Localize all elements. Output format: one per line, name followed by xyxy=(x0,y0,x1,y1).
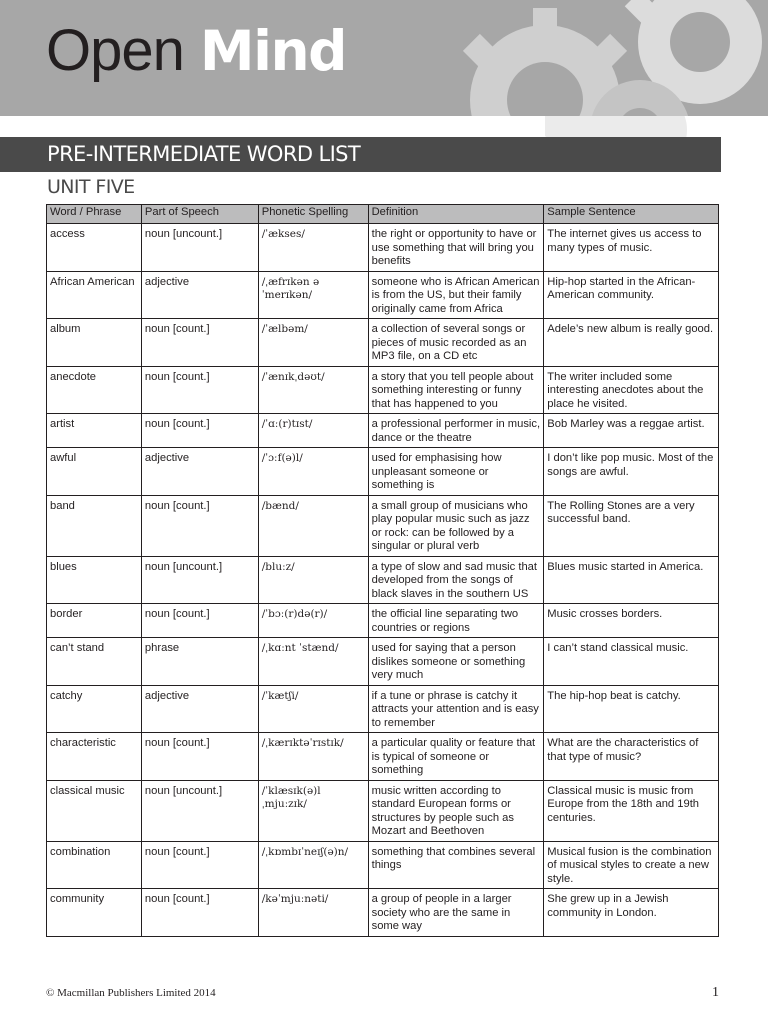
brand-logo xyxy=(46,18,346,83)
definition-cell: music written according to standard European forms or structures by people such as Mozart and Beethoven xyxy=(368,780,544,841)
table-row xyxy=(47,271,719,319)
part-of-speech-cell: noun [count.] xyxy=(141,366,258,414)
sample-sentence-cell: Adele’s new album is really good. xyxy=(544,319,719,367)
word-cell: band xyxy=(47,495,142,556)
table-row xyxy=(47,366,719,414)
word-cell: artist xyxy=(47,414,142,448)
table-row xyxy=(47,224,719,272)
definition-cell: used for saying that a person dislikes someone or something very much xyxy=(368,638,544,686)
phonetic-cell: /ˈkætʃi/ xyxy=(258,685,368,733)
definition-cell: a collection of several songs or pieces of music recorded as an MP3 file, on a CD etc xyxy=(368,319,544,367)
column-header: Definition xyxy=(368,205,544,224)
phonetic-cell: /ˌkɑːnt ˈstænd/ xyxy=(258,638,368,686)
part-of-speech-cell: noun [count.] xyxy=(141,495,258,556)
part-of-speech-cell: noun [uncount.] xyxy=(141,224,258,272)
column-header: Sample Sentence xyxy=(544,205,719,224)
word-table xyxy=(46,204,719,937)
table-row xyxy=(47,889,719,937)
phonetic-cell: /ˈækses/ xyxy=(258,224,368,272)
definition-cell: if a tune or phrase is catchy it attracts your attention and is easy to remember xyxy=(368,685,544,733)
word-cell: anecdote xyxy=(47,366,142,414)
sample-sentence-cell: Music crosses borders. xyxy=(544,604,719,638)
table-row xyxy=(47,780,719,841)
word-cell: classical music xyxy=(47,780,142,841)
sample-sentence-cell: The Rolling Stones are a very successful band. xyxy=(544,495,719,556)
phonetic-cell: /ˈælbəm/ xyxy=(258,319,368,367)
table-row xyxy=(47,685,719,733)
column-header: Phonetic Spelling xyxy=(258,205,368,224)
sample-sentence-cell: Hip-hop started in the African-American community. xyxy=(544,271,719,319)
phonetic-cell: /ˈænɪkˌdəʊt/ xyxy=(258,366,368,414)
phonetic-cell: /ˌæfrɪkən əˈmerɪkən/ xyxy=(258,271,368,319)
part-of-speech-cell: noun [count.] xyxy=(141,841,258,889)
title-bar xyxy=(0,137,721,172)
sample-sentence-cell: The hip-hop beat is catchy. xyxy=(544,685,719,733)
sample-sentence-cell: She grew up in a Jewish community in London. xyxy=(544,889,719,937)
part-of-speech-cell: noun [count.] xyxy=(141,414,258,448)
table-row xyxy=(47,733,719,781)
definition-cell: a small group of musicians who play popular music such as jazz or rock: can be followed by a singular or plural verb xyxy=(368,495,544,556)
word-cell: combination xyxy=(47,841,142,889)
part-of-speech-cell: noun [uncount.] xyxy=(141,780,258,841)
sample-sentence-cell: Blues music started in America. xyxy=(544,556,719,604)
definition-cell: the official line separating two countries or regions xyxy=(368,604,544,638)
table-row xyxy=(47,495,719,556)
phonetic-cell: /ˈklæsɪk(ə)l ˌmjuːzɪk/ xyxy=(258,780,368,841)
brand-open: Open xyxy=(46,18,184,83)
sample-sentence-cell: What are the characteristics of that type of music? xyxy=(544,733,719,781)
definition-cell: a type of slow and sad music that developed from the songs of black slaves in the southern US xyxy=(368,556,544,604)
unit-heading: UNIT FIVE xyxy=(47,176,135,198)
part-of-speech-cell: adjective xyxy=(141,271,258,319)
definition-cell: a group of people in a larger society who are the same in some way xyxy=(368,889,544,937)
definition-cell: someone who is African American is from the US, but their family originally came from Africa xyxy=(368,271,544,319)
part-of-speech-cell: noun [count.] xyxy=(141,604,258,638)
word-cell: album xyxy=(47,319,142,367)
word-cell: characteristic xyxy=(47,733,142,781)
table-row xyxy=(47,448,719,496)
word-cell: can’t stand xyxy=(47,638,142,686)
part-of-speech-cell: adjective xyxy=(141,448,258,496)
sample-sentence-cell: I don’t like pop music. Most of the songs are awful. xyxy=(544,448,719,496)
word-cell: border xyxy=(47,604,142,638)
word-cell: blues xyxy=(47,556,142,604)
table-header-row xyxy=(47,205,719,224)
part-of-speech-cell: noun [count.] xyxy=(141,319,258,367)
sample-sentence-cell: Classical music is music from Europe from the 18th and 19th centuries. xyxy=(544,780,719,841)
header-banner xyxy=(0,0,768,116)
sample-sentence-cell: The internet gives us access to many types of music. xyxy=(544,224,719,272)
table-row xyxy=(47,319,719,367)
phonetic-cell: /kəˈmjuːnəti/ xyxy=(258,889,368,937)
table-row xyxy=(47,414,719,448)
part-of-speech-cell: phrase xyxy=(141,638,258,686)
phonetic-cell: /bænd/ xyxy=(258,495,368,556)
sample-sentence-cell: Musical fusion is the combination of musical styles to create a new style. xyxy=(544,841,719,889)
table-row xyxy=(47,556,719,604)
page-title: PRE-INTERMEDIATE WORD LIST xyxy=(47,142,361,166)
phonetic-cell: /bluːz/ xyxy=(258,556,368,604)
brand-mind: Mind xyxy=(199,19,346,83)
definition-cell: something that combines several things xyxy=(368,841,544,889)
part-of-speech-cell: noun [count.] xyxy=(141,889,258,937)
definition-cell: a professional performer in music, dance or the theatre xyxy=(368,414,544,448)
word-cell: African American xyxy=(47,271,142,319)
word-cell: access xyxy=(47,224,142,272)
word-cell: awful xyxy=(47,448,142,496)
phonetic-cell: /ˈɔːf(ə)l/ xyxy=(258,448,368,496)
definition-cell: a particular quality or feature that is typical of someone or something xyxy=(368,733,544,781)
phonetic-cell: /ˈbɔː(r)də(r)/ xyxy=(258,604,368,638)
part-of-speech-cell: noun [uncount.] xyxy=(141,556,258,604)
page-number: 1 xyxy=(712,985,719,1000)
definition-cell: the right or opportunity to have or use something that will bring you benefits xyxy=(368,224,544,272)
word-cell: community xyxy=(47,889,142,937)
sample-sentence-cell: The writer included some interesting anecdotes about the place he visited. xyxy=(544,366,719,414)
phonetic-cell: /ˌkærɪktəˈrɪstɪk/ xyxy=(258,733,368,781)
part-of-speech-cell: noun [count.] xyxy=(141,733,258,781)
phonetic-cell: /ˈɑː(r)tɪst/ xyxy=(258,414,368,448)
sample-sentence-cell: Bob Marley was a reggae artist. xyxy=(544,414,719,448)
table-row xyxy=(47,841,719,889)
sample-sentence-cell: I can’t stand classical music. xyxy=(544,638,719,686)
table-row xyxy=(47,604,719,638)
part-of-speech-cell: adjective xyxy=(141,685,258,733)
column-header: Word / Phrase xyxy=(47,205,142,224)
word-cell: catchy xyxy=(47,685,142,733)
definition-cell: a story that you tell people about something interesting or funny that has happened to you xyxy=(368,366,544,414)
column-header: Part of Speech xyxy=(141,205,258,224)
definition-cell: used for emphasising how unpleasant someone or something is xyxy=(368,448,544,496)
copyright: © Macmillan Publishers Limited 2014 xyxy=(46,987,216,999)
table-row xyxy=(47,638,719,686)
phonetic-cell: /ˌkɒmbɪˈneɪʃ(ə)n/ xyxy=(258,841,368,889)
